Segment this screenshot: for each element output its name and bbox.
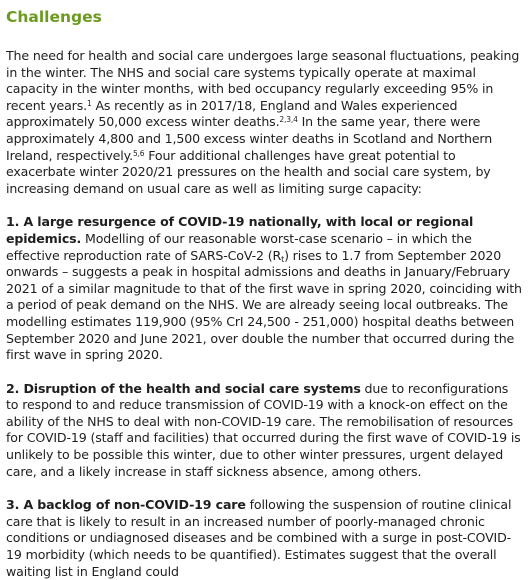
challenge-lead: 2. Disruption of the health and social care systems — [6, 380, 361, 396]
reference-superscript: 2,3,4 — [279, 115, 298, 125]
reference-superscript: 1 — [86, 98, 92, 108]
document-page — [6, 0, 522, 580]
intro-text: Four additional challenges have great potential to exacerbate winter 2020/21 pressures on the health and social care system, by increasing demand on usual care as well as limiting surge capacity: — [6, 147, 491, 196]
intro-text: The need for health and social care undergoes large seasonal fluctuations, peaking in the winter. The NHS and social care systems typically operate at maximal capacity in the winter months, with bed occupancy regularly exceeding 95% in recent years. — [6, 48, 520, 113]
intro-text: In the same year, there were approximately 4,800 and 1,500 excess winter deaths in Scotland and Northern Ireland, respectively. — [6, 114, 493, 163]
section-heading: Challenges — [6, 8, 102, 26]
challenge-lead: 3. A backlog of non-COVID-19 care — [6, 497, 246, 513]
challenge-text: following the suspension of routine clinical care that is likely to result in an increased number of poorly-managed chronic conditions or undiagnosed diseases and be combined with a surge in post-COVID-19 morbidity (which needs to be quantified). Estimates suggest that the overall waiting list in England could — [6, 497, 512, 579]
challenge-lead: 1. A large resurgence of COVID-19 nationally, with local or regional epidemics. — [6, 214, 474, 246]
challenge-item-backlog — [6, 497, 522, 580]
challenge-item-resurgence — [6, 214, 522, 363]
subscript-t: t — [281, 254, 285, 264]
challenge-item-disruption — [6, 381, 522, 481]
challenge-text: due to reconfigurations to respond to and reduce transmission of COVID-19 with a knock-on effect on the ability of the NHS to deal with non-COVID-19 care. The remobilisation of resources for COVID-19 (staff and facilities) that occurred during the first wave of COVID-19 is unlikely to be possible this winter, due to other winter pressures, urgent delayed care, and a likely increase in staff sickness absence, among others. — [6, 380, 521, 479]
challenge-text: Modelling of our reasonable worst-case scenario – in which the effective reproduction rate of SARS-CoV-2 (R — [6, 230, 472, 263]
intro-paragraph — [6, 48, 522, 197]
reference-superscript: 5,6 — [132, 148, 145, 158]
challenge-text: ) rises to 1.7 from September 2020 onwards – suggests a peak in hospital admissions and deaths in January/February 2021 of a similar magnitude to that of the first wave in spring 2020, coinciding with a period of peak demand on the NHS. We are already seeing local outbreaks. The modelling estimates 119,900 (95% CrI 24,500 - 251,000) hospital deaths between September 2020 and June 2021, over double the number that occurred during the first wave in spring 2020. — [6, 247, 522, 363]
intro-text: As recently as in 2017/18, England and Wales experienced approximately 50,000 excess winter deaths. — [6, 97, 458, 130]
